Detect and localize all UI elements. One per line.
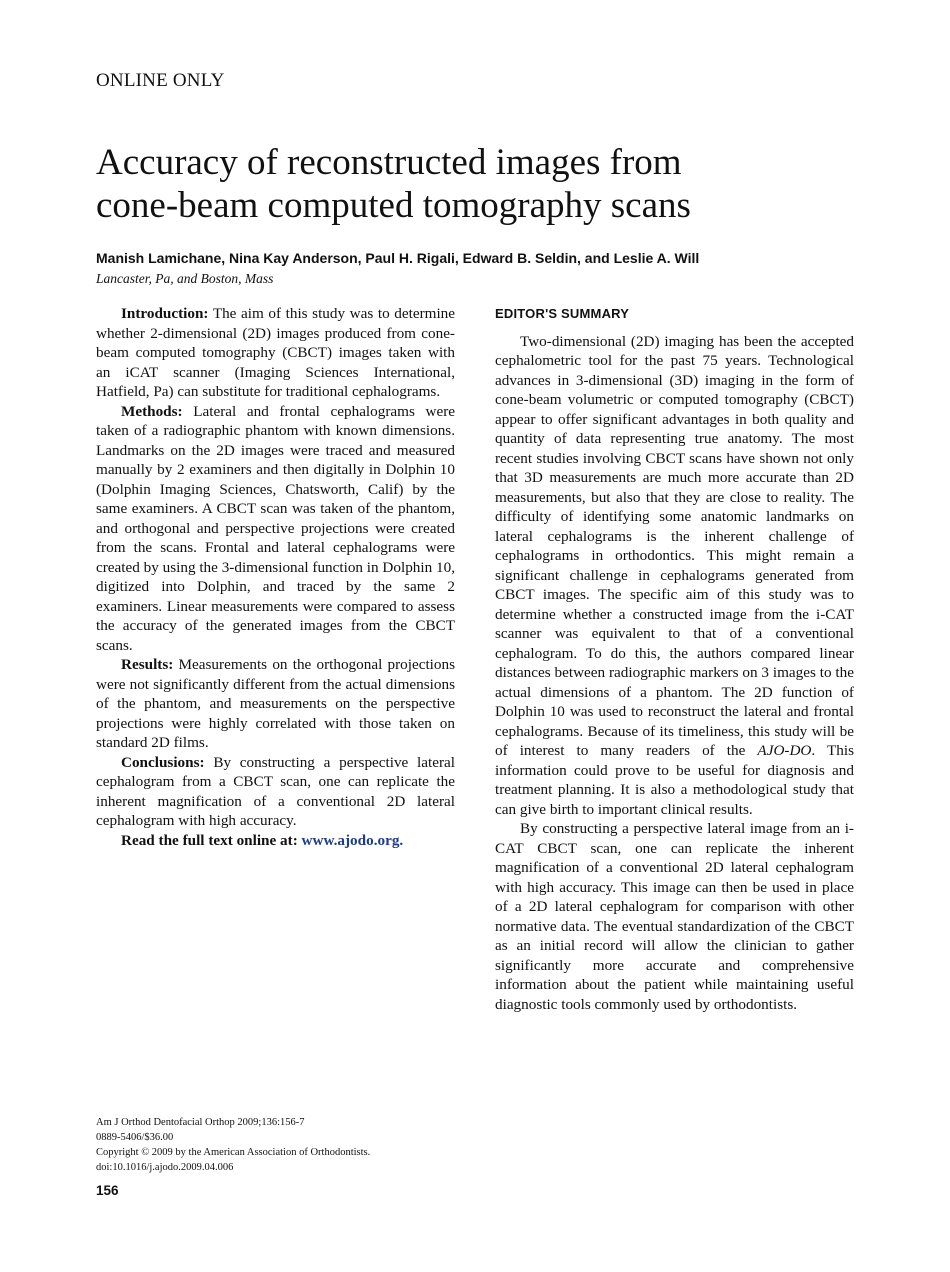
conclusions-label: Conclusions: (121, 753, 205, 771)
methods-text: Lateral and frontal cephalograms were taken of a radiographic phantom with known dimensions. Landmarks on the 2D images were traced and measured manually by 2 examiners and then digitally in Dolphin 10 (Dolphin Imaging Sciences, Chatsworth, Calif) by the same examiners. A CBCT scan was taken of the phantom, and orthogonal and perspective projections were created from the scans. Frontal and lateral cephalograms were created by using the 3-dimensional function in Dolphin 10, digitized into Dolphin, and traced by the same 2 examiners. Linear measurements were compared to assess the accuracy of the generated images from the CBCT scans. (96, 402, 456, 654)
abstract-methods (96, 402, 455, 656)
methods-label: Methods: (121, 402, 183, 420)
author-list: Manish Lamichane, Nina Kay Anderson, Paul H. Rigali, Edward B. Seldin, and Leslie A. Will (96, 250, 700, 266)
editors-summary-paragraph-2: By constructing a perspective lateral image from an i-CAT CBCT scan, one can replicate the inherent magnification of a conventional 2D lateral cephalogram with high accuracy. This image can then be used in place of a 2D lateral cephalogram for comparison with other normative data. The eventual standardization of the CBCT as an initial record will allow the clinician to gather significantly more accurate and comprehensive information about the patient while maintaining useful diagnostic tools commonly used by orthodontists. (495, 820, 854, 1013)
results-label: Results: (121, 656, 174, 673)
abstract-results (96, 655, 455, 753)
journal-website-link[interactable]: www.ajodo.org. (301, 831, 404, 849)
editors-summary-paragraph-1 (495, 332, 854, 820)
introduction-text: The aim of this study was to determine whether 2-dimensional (2D) images produced from cone-beam computed tomography (CBCT) images taken with an iCAT scanner (Imaging Sciences International, Hatfield, Pa) can substitute for traditional cephalograms. (96, 305, 455, 400)
copyright: Copyright © 2009 by the American Association of Orthodontists. (96, 1147, 371, 1158)
conclusions-text: By constructing a perspective lateral cephalogram from a CBCT scan, one can replicate the inherent magnification of a conventional 2D lateral cephalogram with high accuracy. (96, 753, 455, 829)
section-label: ONLINE ONLY (96, 70, 225, 91)
title-line-1: Accuracy of reconstructed images from (96, 142, 682, 183)
journal-abbreviation: AJO-DO (757, 742, 812, 759)
read-more-line (96, 831, 455, 851)
introduction-label: Introduction: (121, 305, 209, 322)
doi: doi:10.1016/j.ajodo.2009.04.006 (96, 1162, 234, 1173)
page-number: 156 (96, 1183, 119, 1198)
summary-p1-end: . This information could prove to be useful for diagnosis and treatment planning. It is also a methodological study that can give birth to important clinical results. (495, 742, 854, 818)
editors-summary-column (495, 304, 854, 1014)
editors-summary-heading: EDITOR'S SUMMARY (495, 306, 630, 321)
publication-footer (96, 1115, 370, 1175)
affiliation: Lancaster, Pa, and Boston, Mass (96, 271, 274, 286)
article-title (96, 141, 856, 227)
results-text: Measurements on the orthogonal projections were not significantly different from the actual dimensions of the phantom, and measurements on the perspective projections were highly correlated with those taken on standard 2D films. (96, 656, 455, 751)
citation: Am J Orthod Dentofacial Orthop 2009;136:156-7 (96, 1117, 305, 1128)
issn: 0889-5406/$36.00 (96, 1132, 174, 1143)
abstract-introduction (96, 304, 455, 402)
summary-p1-text: Two-dimensional (2D) imaging has been the accepted cephalometric tool for the past 75 years. Technological advances in 3-dimensional (3D) imaging in the form of cone-beam volumetric or computed tomography (CBCT) appear to offer significant advantages in both quality and quantity of data representing true anatomy. The most recent studies involving CBCT scans have shown not only that 3D measurements are much more accurate than 2D measurements, but also that they are close to reality. The difficulty of identifying some anatomic landmarks on lateral cephalograms is the inherent challenge of cephalograms in orthodontics. This might remain a significant challenge in cephalograms generated from CBCT images. The specific aim of this study was to determine whether a constructed image from the i-CAT scanner was equivalent to that of a conventional cephalogram. To do this, the authors compared linear distances between radiographic markers on 3 images to the actual dimensions of a phantom. The 2D function of Dolphin 10 was used to reconstruct the lateral and frontal cephalograms. Because of its timeliness, this study will be of interest to many readers of the (495, 332, 854, 759)
abstract-column (96, 304, 455, 850)
abstract-conclusions (96, 753, 455, 831)
title-line-2: cone-beam computed tomography scans (96, 185, 691, 226)
read-more-label: Read the full text online at: (121, 831, 298, 849)
